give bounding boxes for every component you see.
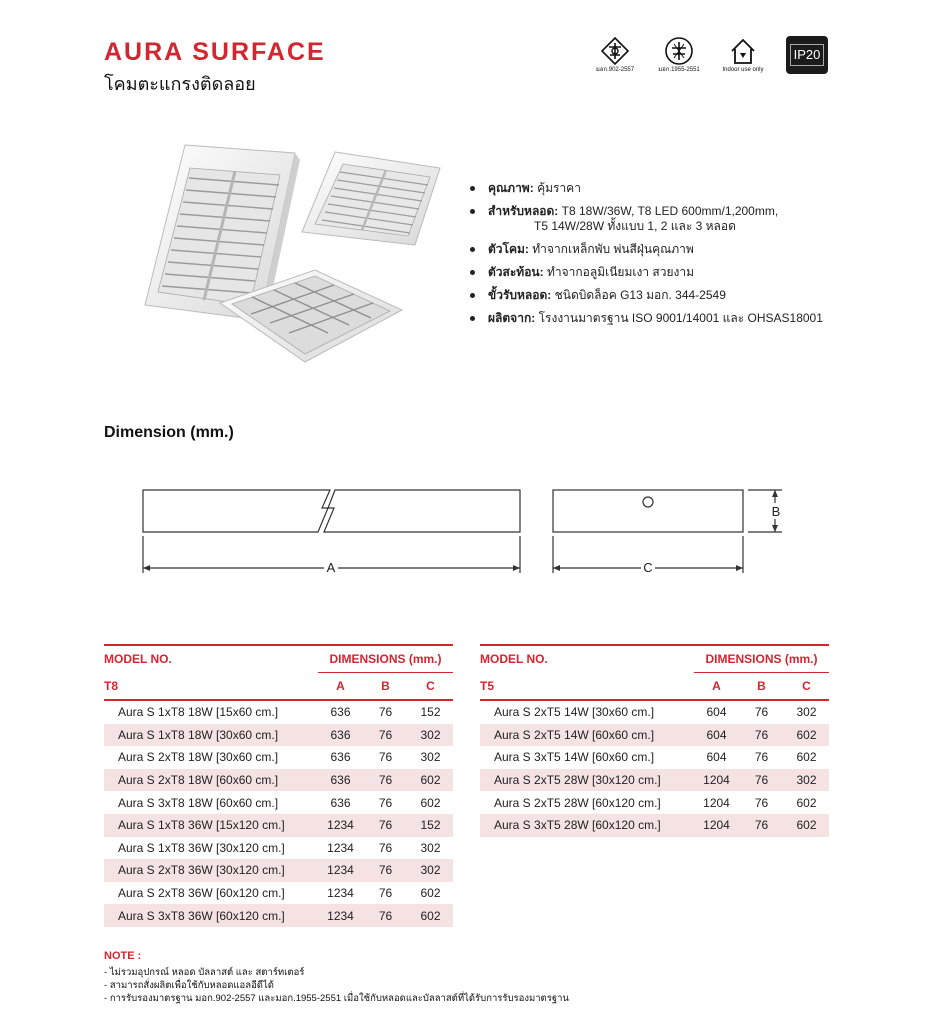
col-a-header: A bbox=[694, 673, 739, 701]
indoor-badge bbox=[712, 36, 774, 82]
end-view-outline bbox=[553, 490, 743, 532]
note-item: - การรับรองมาตรฐาน มอก.902-2557 และมอก.1955-2551 เมื่อใช้กับหลอดและบัลลาสต์ที่ได้รับการรับรองมาตรฐาน bbox=[104, 992, 569, 1005]
lamp-type-header: T8 bbox=[104, 678, 119, 693]
table-row: Aura S 2xT5 28W [60x120 cm.] 1204 76 602 bbox=[494, 795, 817, 810]
table-row: Aura S 3xT5 14W [60x60 cm.] 604 76 602 bbox=[494, 750, 817, 765]
table-row: Aura S 2xT8 18W [60x60 cm.] 636 76 602 bbox=[104, 769, 453, 792]
ip-rating-badge bbox=[786, 36, 828, 74]
dimension-label-a: A bbox=[326, 560, 336, 575]
product-luminaires-image bbox=[140, 140, 460, 375]
table-row: Aura S 1xT8 18W [30x60 cm.] 636 76 302 bbox=[104, 724, 453, 747]
table-row: Aura S 2xT5 28W [30x120 cm.] 1204 76 302 bbox=[480, 769, 829, 792]
model-no-header: MODEL NO. bbox=[104, 652, 172, 667]
col-a-header: A bbox=[318, 673, 363, 701]
feature-list bbox=[468, 181, 888, 334]
product-subtitle: โคมตะแกรงติดลอย bbox=[104, 74, 256, 94]
table-row: Aura S 1xT8 18W [15x60 cm.] 636 76 152 bbox=[118, 705, 441, 720]
table-row: Aura S 1xT8 36W [15x120 cm.] 1234 76 152 bbox=[104, 814, 453, 837]
feature-item: ตัวโคม: ทำจากเหล็กพับ พ่นสีฝุ่นคุณภาพ bbox=[468, 242, 888, 257]
table-row: Aura S 3xT8 36W [60x120 cm.] 1234 76 602 bbox=[104, 904, 453, 927]
t5-dimensions-table bbox=[480, 644, 829, 837]
tis-mark-badge bbox=[648, 36, 710, 82]
lamp-type-header: T5 bbox=[480, 678, 495, 693]
col-c-header: C bbox=[784, 673, 829, 701]
col-b-header: B bbox=[363, 673, 408, 701]
t8-dimensions-table bbox=[104, 644, 453, 927]
cert-caption: มอก.1955-2551 bbox=[658, 67, 700, 73]
feature-item: คุณภาพ: คุ้มราคา bbox=[468, 181, 888, 196]
table-row: Aura S 2xT5 14W [30x60 cm.] 604 76 302 bbox=[494, 705, 817, 720]
short-fixture-illustration bbox=[302, 152, 440, 245]
cert-caption: Indoor use only bbox=[722, 67, 764, 73]
note-item: - สามารถสั่งผลิตเพื่อใช้กับหลอดแอลอีดีได้ bbox=[104, 979, 569, 992]
dimensions-header: DIMENSIONS (mm.) bbox=[705, 652, 818, 666]
tis-mark-icon bbox=[664, 36, 694, 66]
feature-item: ตัวสะท้อน: ทำจากอลูมิเนียมเงา สวยงาม bbox=[468, 265, 888, 280]
side-view-right-outline bbox=[324, 490, 520, 532]
feature-item: ผลิตจาก: โรงงานมาตรฐาน ISO 9001/14001 และ OHSAS18001 bbox=[468, 311, 888, 326]
dimension-title: Dimension (mm.) bbox=[104, 424, 234, 441]
table-row: Aura S 2xT8 36W [30x120 cm.] 1234 76 302 bbox=[104, 859, 453, 882]
model-no-header: MODEL NO. bbox=[480, 652, 548, 667]
cert-caption: มอก.902-2557 bbox=[595, 67, 635, 73]
col-c-header: C bbox=[408, 673, 453, 701]
table-row: Aura S 2xT5 14W [60x60 cm.] 604 76 602 bbox=[480, 724, 829, 747]
table-row: Aura S 2xT8 18W [30x60 cm.] 636 76 302 bbox=[118, 750, 441, 765]
indoor-house-icon bbox=[728, 36, 758, 66]
dimensions-header: DIMENSIONS (mm.) bbox=[329, 652, 442, 666]
table-row: Aura S 1xT8 36W [30x120 cm.] 1234 76 302 bbox=[118, 840, 441, 855]
side-view-left-outline bbox=[143, 490, 330, 532]
ip-rating-label: IP20 bbox=[790, 44, 825, 66]
table-row: Aura S 2xT8 36W [60x120 cm.] 1234 76 602 bbox=[118, 886, 441, 901]
note-item: - ไม่รวมอุปกรณ์ หลอด บัลลาสต์ และ สตาร์ทเตอร์ bbox=[104, 966, 569, 979]
note-list bbox=[104, 966, 569, 1005]
table-row: Aura S 3xT8 18W [60x60 cm.] 636 76 602 bbox=[118, 795, 441, 810]
fixing-hole bbox=[643, 497, 653, 507]
note-title: NOTE : bbox=[104, 950, 142, 962]
feature-item: ขั้วรับหลอด: ชนิดบิดล็อค G13 มอก. 344-2549 bbox=[468, 288, 888, 303]
tis-standard-badge bbox=[584, 36, 646, 82]
dimension-diagram bbox=[120, 470, 800, 585]
dimension-label-c: C bbox=[643, 560, 653, 575]
table-row: Aura S 3xT5 28W [60x120 cm.] 1204 76 602 bbox=[480, 814, 829, 837]
dimension-label-b: B bbox=[771, 504, 781, 519]
product-title: AURA SURFACE bbox=[104, 38, 326, 66]
tis-standard-icon bbox=[600, 36, 630, 66]
feature-item: สำหรับหลอด: T8 18W/36W, T8 LED 600mm/1,200mm, T5 14W/28W ทั้งแบบ 1, 2 และ 3 หลอด bbox=[468, 204, 888, 234]
col-b-header: B bbox=[739, 673, 784, 701]
